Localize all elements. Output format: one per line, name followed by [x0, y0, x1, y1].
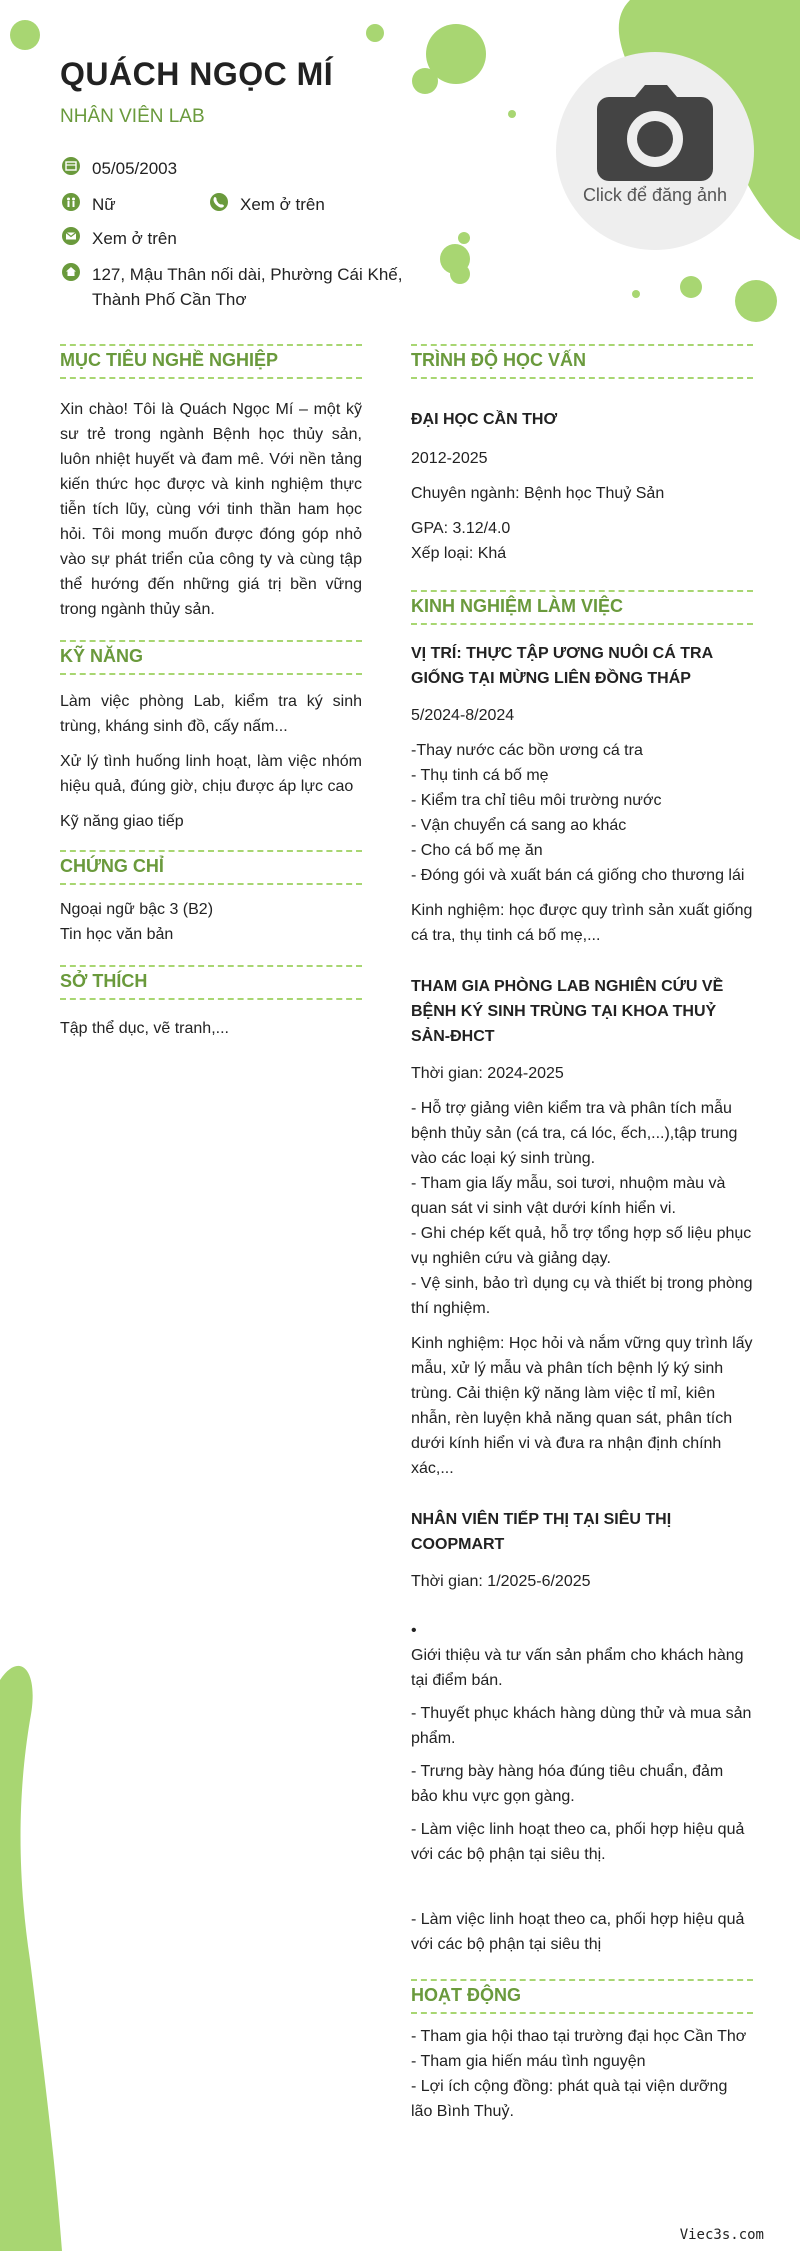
job-task-extra: - Làm việc linh hoạt theo ca, phối hợp hiệu quả với các bộ phận tại siêu thị	[411, 1911, 745, 1953]
decor-dot	[458, 232, 470, 244]
contact-address	[62, 262, 402, 312]
certificate-item: Ngoại ngữ bậc 3 (B2)	[60, 901, 214, 918]
activity-item: - Tham gia hội thao tại trường đại học Cần Thơ	[411, 2028, 747, 2045]
job-summary-1: Kinh nghiệm: học được quy trình sản xuất giống cá tra, thụ tinh cá bố mẹ,...	[411, 902, 753, 944]
activities-list	[411, 2024, 753, 2124]
decor-dot	[735, 280, 777, 322]
job-task: - Đóng gói và xuất bán cá giống cho thương lái	[411, 867, 745, 884]
job-tasks-2	[411, 1096, 753, 1321]
job-task: - Thuyết phục khách hàng dùng thử và mua sản phẩm.	[411, 1705, 752, 1747]
activity-item: - Lợi ích cộng đồng: phát quà tại viện dưỡng lão Bình Thuỷ.	[411, 2078, 728, 2120]
skill-item: Làm việc phòng Lab, kiểm tra ký sinh trùng, kháng sinh đồ, cấy nấm...	[60, 693, 362, 735]
job-task: - Ghi chép kết quả, hỗ trợ tổng hợp số liệu phục vụ nghiên cứu và giảng dạy.	[411, 1225, 752, 1267]
education-rank: Xếp loại: Khá	[411, 545, 507, 562]
address-line-1: 127, Mậu Thân nối dài, Phường Cái Khế,	[92, 265, 403, 284]
decor-blob-bottom-left	[0, 1660, 90, 2251]
address-line-2: Thành Phố Cần Thơ	[92, 290, 247, 309]
candidate-name: QUÁCH NGỌC MÍ	[60, 56, 334, 92]
phone-icon	[210, 193, 228, 211]
email-icon	[62, 227, 80, 245]
job-task: - Thụ tinh cá bố mẹ	[411, 767, 549, 784]
decor-dot	[632, 10, 640, 18]
section-title-skills: KỸ NĂNG	[60, 640, 362, 675]
bullet-marker: •	[411, 1622, 417, 1639]
photo-caption: Click để đăng ảnh	[582, 184, 728, 205]
job-period-2: Thời gian: 2024-2025	[411, 1065, 564, 1082]
job-task: - Vận chuyển cá sang ao khác	[411, 817, 627, 834]
section-title-hobbies: SỞ THÍCH	[60, 965, 362, 1000]
contact-phone	[210, 192, 325, 217]
section-title-activities: HOẠT ĐỘNG	[411, 1979, 753, 2014]
job-title-2: THAM GIA PHÒNG LAB NGHIÊN CỨU VỀ BỆNH KÝ SINH TRÙNG TẠI KHOA THUỶ SẢN-ĐHCT	[411, 978, 724, 1045]
hobbies-text: Tập thể dục, vẽ tranh,...	[60, 1020, 229, 1037]
job-title-3: NHÂN VIÊN TIẾP THỊ TẠI SIÊU THỊ COOPMART	[411, 1511, 672, 1553]
contact-birthday	[62, 156, 177, 181]
job-task: -Thay nước các bồn ương cá tra	[411, 742, 643, 759]
skill-item: Xử lý tình huống linh hoạt, làm việc nhóm hiệu quả, đúng giờ, chịu được áp lực cao	[60, 753, 362, 795]
birthday-text: 05/05/2003	[92, 159, 178, 178]
job-task: Giới thiệu và tư vấn sản phẩm cho khách hàng tại điểm bán.	[411, 1647, 744, 1689]
email-text: Xem ở trên	[92, 229, 177, 248]
camera-icon	[595, 83, 715, 183]
job-task: - Hỗ trợ giảng viên kiểm tra và phân tích mẫu bệnh thủy sản (cá tra, cá lóc, ếch,...),tập trung vào các loại ký sinh trùng.	[411, 1100, 738, 1167]
calendar-icon	[62, 157, 80, 175]
phone-text: Xem ở trên	[240, 195, 325, 214]
job-task: - Tham gia lấy mẫu, soi tươi, nhuộm màu và quan sát vi sinh vật dưới kính hiển vi.	[411, 1175, 726, 1217]
objective-text: Xin chào! Tôi là Quách Ngọc Mí – một kỹ sư trẻ trong ngành Bệnh học thủy sản, luôn nhiệt huyết và đam mê. Với nền tảng kiến thức học được và kinh nghiệm thực tiễn tích lũy, cùng với tinh thần ham học hỏi. Tôi mong muốn được đóng góp nhỏ vào sự phát triển của công ty và cùng tập thể hướng đến những giá trị bền vững trong ngành thủy sản.	[60, 401, 362, 618]
job-task: - Kiểm tra chỉ tiêu môi trường nước	[411, 792, 662, 809]
gender-text: Nữ	[92, 195, 116, 214]
job-title: NHÂN VIÊN LAB	[60, 106, 205, 127]
education-school: ĐẠI HỌC CẦN THƠ	[411, 411, 558, 428]
section-title-objective: MỤC TIÊU NGHỀ NGHIỆP	[60, 344, 362, 379]
job-task: - Làm việc linh hoạt theo ca, phối hợp hiệu quả với các bộ phận tại siêu thị.	[411, 1821, 745, 1863]
decor-dot	[412, 68, 438, 94]
job-period-1: 5/2024-8/2024	[411, 707, 515, 724]
job-summary-2: Kinh nghiệm: Học hỏi và nắm vững quy trình lấy mẫu, xử lý mẫu và phân tích bệnh lý ký sinh trùng. Cải thiện kỹ năng làm việc tỉ mỉ, kiên nhẫn, rèn luyện khả năng quan sát, phân tích dưới kính hiển vi và đưa ra nhận định chính xác,...	[411, 1335, 753, 1477]
contact-email	[62, 226, 177, 251]
skill-item: Kỹ năng giao tiếp	[60, 813, 184, 830]
education-major: Chuyên ngành: Bệnh học Thuỷ Sản	[411, 485, 665, 502]
certificate-item: Tin học văn bản	[60, 926, 174, 943]
activity-item: - Tham gia hiến máu tình nguyện	[411, 2053, 646, 2070]
decor-dot	[508, 110, 516, 118]
section-title-education: TRÌNH ĐỘ HỌC VẤN	[411, 344, 753, 379]
gender-icon	[62, 193, 80, 211]
job-tasks-1	[411, 738, 753, 888]
decor-dot	[632, 290, 640, 298]
job-period-3: Thời gian: 1/2025-6/2025	[411, 1573, 591, 1590]
decor-dot	[10, 20, 40, 50]
decor-dot	[450, 264, 470, 284]
left-column	[60, 344, 362, 1041]
decor-dot	[680, 276, 702, 298]
section-title-experience: KINH NGHIỆM LÀM VIỆC	[411, 590, 753, 625]
section-title-certificates: CHỨNG CHỈ	[60, 850, 362, 885]
education-period: 2012-2025	[411, 450, 488, 467]
profile-photo-upload[interactable]	[556, 52, 754, 250]
decor-dot	[366, 24, 384, 42]
job-task: - Trưng bày hàng hóa đúng tiêu chuẩn, đảm bảo khu vực gọn gàng.	[411, 1763, 724, 1805]
education-gpa: GPA: 3.12/4.0	[411, 520, 511, 537]
right-column	[411, 344, 753, 2124]
job-task: - Cho cá bố mẹ ăn	[411, 842, 543, 859]
job-task: - Vệ sinh, bảo trì dụng cụ và thiết bị trong phòng thí nghiệm.	[411, 1275, 753, 1317]
footer-brand: Viec3s.com	[679, 2227, 764, 2243]
home-icon	[62, 263, 80, 281]
contact-gender	[62, 192, 116, 217]
job-title-1: VỊ TRÍ: THỰC TẬP ƯƠNG NUÔI CÁ TRA GIỐNG TẠI MỪNG LIÊN ĐỒNG THÁP	[411, 645, 713, 687]
